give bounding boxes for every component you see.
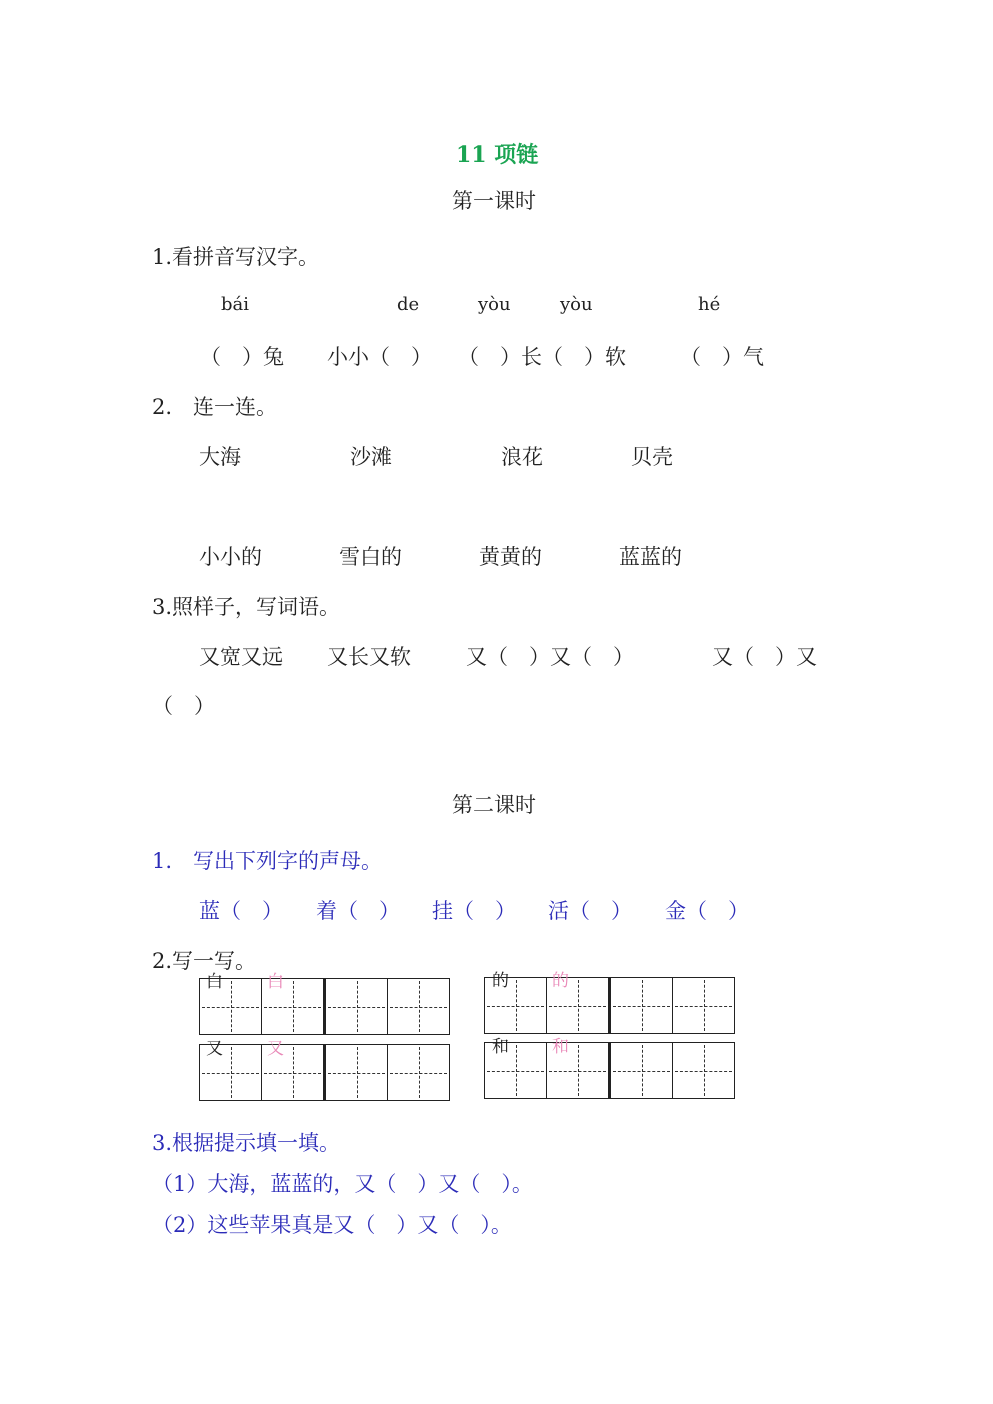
lesson1-heading: 第一课时 bbox=[452, 189, 536, 213]
l1-q3-blank-1[interactable]: 又（ ）又（ ） bbox=[466, 645, 634, 669]
l2-q1-prompt: 1. 写出下列字的声母。 bbox=[152, 849, 383, 873]
l1-q3-example-2: 又长又软 bbox=[327, 645, 411, 669]
l2-q3-line-1[interactable]: （1）大海，蓝蓝的，又（ ）又（ ）。 bbox=[152, 1172, 533, 1196]
pinyin-you-2: yòu bbox=[560, 294, 593, 315]
model-char-he: 和 bbox=[492, 1037, 509, 1057]
grid-cell[interactable] bbox=[673, 978, 734, 1033]
l1-q1-item-1[interactable]: （ ）兔 bbox=[200, 345, 284, 369]
lesson2-heading: 第二课时 bbox=[452, 793, 536, 817]
l1-q3-prompt: 3.照样子，写词语。 bbox=[152, 595, 341, 619]
trace-char-de: 的 bbox=[552, 971, 569, 991]
model-char-you: 又 bbox=[206, 1039, 223, 1059]
page-title: 11 项链 bbox=[456, 142, 539, 168]
match-bottom-3[interactable]: 黄黄的 bbox=[479, 545, 542, 569]
writing-grid-de bbox=[484, 977, 735, 1034]
l2-q2-prompt: 2.写一写。 bbox=[152, 949, 257, 973]
match-bottom-1[interactable]: 小小的 bbox=[199, 545, 262, 569]
match-top-2[interactable]: 沙滩 bbox=[350, 445, 392, 469]
l1-q1-item-3[interactable]: （ ）长（ ）软 bbox=[458, 345, 626, 369]
match-top-4[interactable]: 贝壳 bbox=[631, 445, 673, 469]
l2-q3-prompt: 3.根据提示填一填。 bbox=[152, 1131, 341, 1155]
writing-grid-he bbox=[484, 1042, 735, 1099]
l2-q1-item-4[interactable]: 活（ ） bbox=[548, 899, 632, 923]
pinyin-de: de bbox=[397, 294, 420, 315]
writing-grid-you bbox=[199, 1044, 450, 1101]
grid-cell[interactable] bbox=[388, 979, 449, 1034]
grid-cell[interactable] bbox=[324, 1045, 388, 1100]
match-bottom-4[interactable]: 蓝蓝的 bbox=[619, 545, 682, 569]
match-top-3[interactable]: 浪花 bbox=[501, 445, 543, 469]
l1-q3-blank-2-start[interactable]: 又（ ）又 bbox=[712, 645, 817, 669]
pinyin-bai: bái bbox=[221, 294, 250, 315]
trace-char-he: 和 bbox=[552, 1037, 569, 1057]
model-char-bai: 白 bbox=[206, 972, 223, 992]
l1-q3-example-1: 又宽又远 bbox=[199, 645, 283, 669]
match-top-1[interactable]: 大海 bbox=[199, 445, 241, 469]
grid-cell[interactable] bbox=[324, 979, 388, 1034]
match-bottom-2[interactable]: 雪白的 bbox=[339, 545, 402, 569]
l1-q1-item-2[interactable]: 小小（ ） bbox=[327, 345, 432, 369]
grid-cell[interactable] bbox=[388, 1045, 449, 1100]
l2-q3-line-2[interactable]: （2）这些苹果真是又（ ）又（ ）。 bbox=[152, 1213, 512, 1237]
l1-q3-blank-2-end[interactable]: （ ） bbox=[152, 694, 215, 718]
l2-q1-item-3[interactable]: 挂（ ） bbox=[432, 899, 516, 923]
grid-cell[interactable] bbox=[673, 1043, 734, 1098]
trace-char-you: 又 bbox=[267, 1039, 284, 1059]
pinyin-he: hé bbox=[698, 294, 721, 315]
grid-cell[interactable] bbox=[609, 1043, 673, 1098]
pinyin-you-1: yòu bbox=[478, 294, 511, 315]
grid-cell[interactable] bbox=[609, 978, 673, 1033]
l2-q1-item-1[interactable]: 蓝（ ） bbox=[199, 899, 283, 923]
l1-q2-prompt: 2. 连一连。 bbox=[152, 395, 278, 419]
l1-q1-item-4[interactable]: （ ）气 bbox=[680, 345, 764, 369]
model-char-de: 的 bbox=[492, 971, 509, 991]
l2-q1-item-2[interactable]: 着（ ） bbox=[316, 899, 400, 923]
l1-q1-prompt: 1.看拼音写汉字。 bbox=[152, 245, 320, 269]
trace-char-bai: 白 bbox=[267, 972, 284, 992]
writing-grid-bai bbox=[199, 978, 450, 1035]
l2-q1-item-5[interactable]: 金（ ） bbox=[665, 899, 749, 923]
